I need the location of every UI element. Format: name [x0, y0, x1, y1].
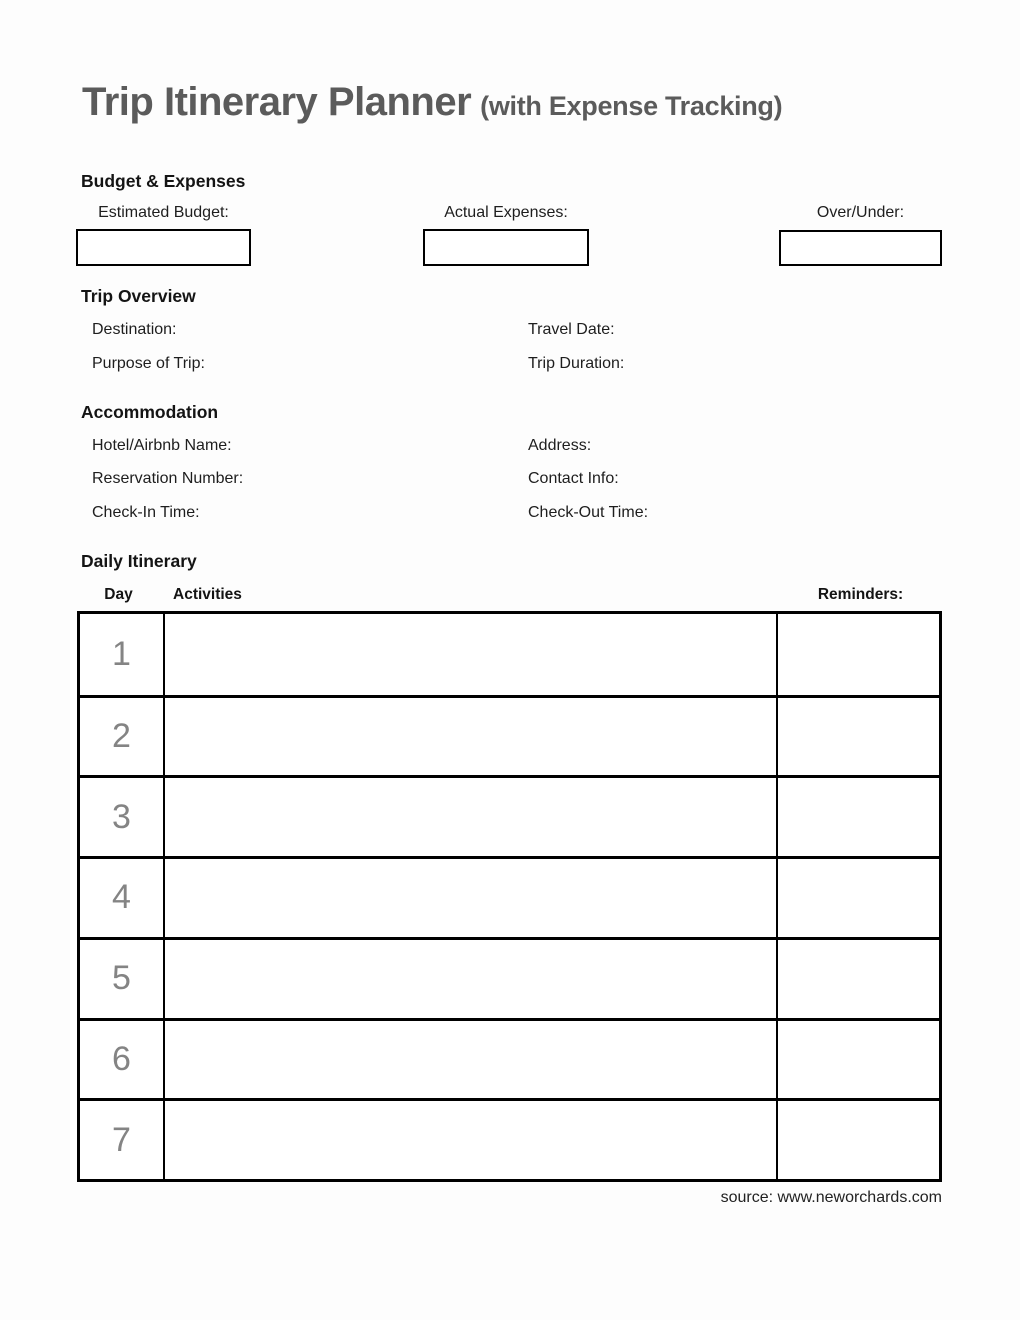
purpose-of-trip-label: Purpose of Trip: — [92, 355, 205, 372]
reminders-column-header: Reminders: — [817, 586, 904, 603]
reminders-cell[interactable] — [776, 1018, 939, 1099]
activities-cell[interactable] — [163, 775, 776, 856]
activities-cell[interactable] — [163, 1098, 776, 1179]
activities-cell[interactable] — [163, 856, 776, 937]
reminders-cell[interactable] — [776, 937, 939, 1018]
trip-overview-heading: Trip Overview — [81, 286, 196, 306]
accommodation-heading: Accommodation — [81, 402, 219, 422]
page-title-main: Trip Itinerary Planner — [82, 80, 472, 124]
source-attribution: source: www.neworchards.com — [720, 1189, 942, 1206]
reminders-cell[interactable] — [776, 695, 939, 776]
trip-duration-label: Trip Duration: — [528, 355, 625, 372]
over-under-label: Over/Under: — [816, 204, 905, 221]
check-out-time-label: Check-Out Time: — [528, 504, 649, 521]
check-in-time-label: Check-In Time: — [92, 504, 200, 521]
reminders-cell[interactable] — [776, 775, 939, 856]
itinerary-table — [77, 611, 942, 1182]
estimated-budget-input[interactable] — [76, 229, 251, 266]
day-number: 5 — [80, 937, 163, 1018]
actual-expenses-input[interactable] — [423, 229, 589, 266]
activities-cell[interactable] — [163, 1018, 776, 1099]
daily-itinerary-heading: Daily Itinerary — [81, 551, 197, 571]
contact-info-label: Contact Info: — [528, 470, 619, 487]
day-number: 3 — [80, 775, 163, 856]
day-number: 1 — [112, 634, 131, 673]
reminders-cell[interactable] — [776, 614, 939, 695]
activities-cell[interactable] — [163, 614, 776, 695]
day-number: 4 — [80, 856, 163, 937]
page-title-suffix: (with Expense Tracking) — [480, 91, 783, 121]
activities-column-header: Activities — [173, 586, 242, 603]
reminders-cell[interactable] — [776, 1098, 939, 1179]
reservation-number-label: Reservation Number: — [92, 470, 244, 487]
day-number: 7 — [80, 1098, 163, 1179]
estimated-budget-label: Estimated Budget: — [98, 204, 229, 221]
page-title — [82, 80, 782, 125]
activities-cell[interactable] — [163, 937, 776, 1018]
day-number: 6 — [80, 1018, 163, 1099]
destination-label: Destination: — [92, 321, 177, 338]
day-column-header: Day — [104, 586, 133, 603]
activities-cell[interactable] — [163, 695, 776, 776]
travel-date-label: Travel Date: — [528, 321, 615, 338]
hotel-airbnb-name-label: Hotel/Airbnb Name: — [92, 437, 232, 454]
reminders-cell[interactable] — [776, 856, 939, 937]
day-number: 2 — [80, 695, 163, 776]
actual-expenses-label: Actual Expenses: — [444, 204, 568, 221]
address-label: Address: — [528, 437, 592, 454]
over-under-input[interactable] — [779, 230, 942, 266]
budget-expenses-heading: Budget & Expenses — [81, 171, 246, 191]
